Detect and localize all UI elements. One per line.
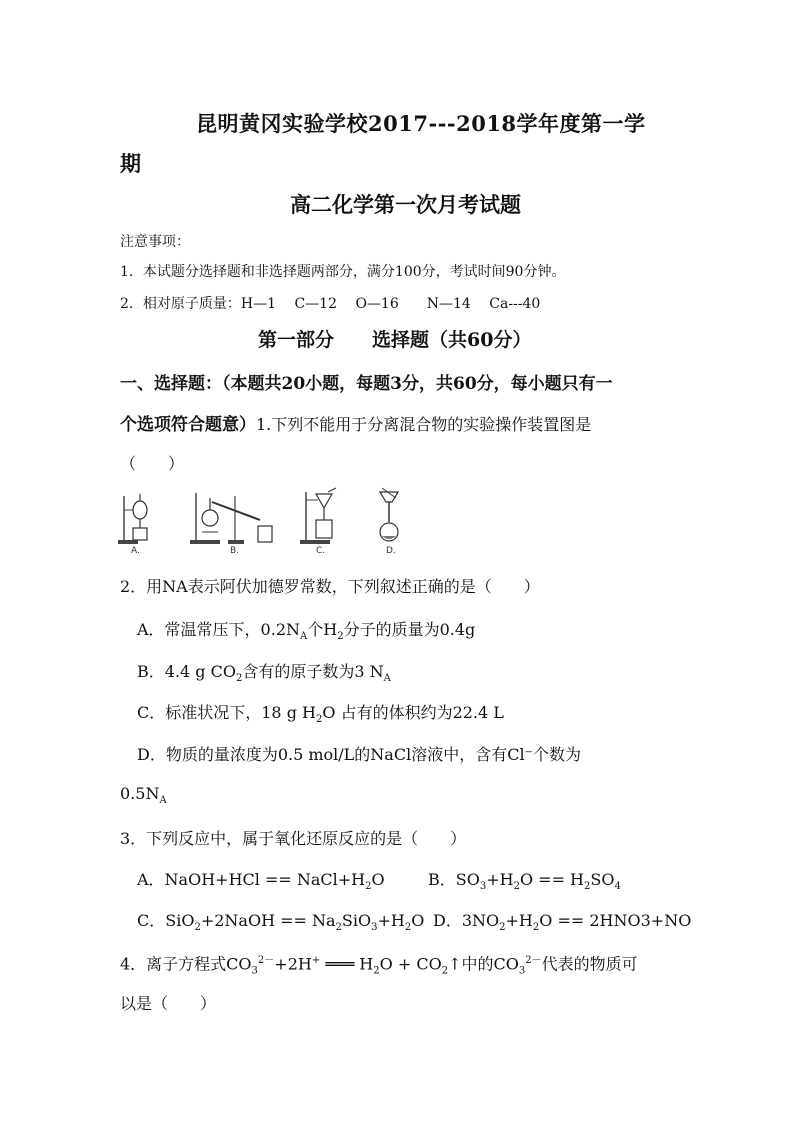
q2-option-d-sub: A	[159, 795, 167, 807]
q1-figure-a-label: A.	[131, 546, 140, 556]
q3-option-d-sub2: 2	[532, 922, 540, 934]
q2-option-d-line1: D．物质的量浓度为0.5 mol/L的NaCl溶液中，含有Cl⁻个数为	[137, 745, 582, 764]
part1-heading: 第一部分 选择题（共60分）	[258, 329, 532, 351]
q3-option-c-mid2: SiO	[341, 911, 372, 930]
notes-heading: 注意事项：	[120, 234, 190, 250]
q3-option-d	[433, 908, 691, 933]
q1-figure-a	[118, 488, 158, 548]
q4-mid1: +2H	[274, 954, 312, 974]
q1-figure-b	[190, 488, 280, 548]
q3-option-d-mid: +H	[505, 911, 533, 930]
q3-option-b	[428, 867, 621, 892]
q4-sup2: +	[311, 955, 321, 966]
q3-option-d-text: D．3NO	[433, 911, 500, 930]
q2-option-a	[137, 617, 475, 642]
q4-line1	[120, 951, 638, 977]
q1-figure-d	[372, 486, 406, 546]
q1-text: 1.下列不能用于分离混合物的实验操作装置图是	[256, 415, 592, 434]
q3-option-b-mid: +H	[486, 870, 514, 889]
q4-sup3: 2－	[525, 955, 542, 966]
q4-sub4: 3	[518, 965, 526, 977]
q3-option-a	[137, 867, 385, 892]
q4-pre: 4．离子方程式CO	[120, 954, 252, 974]
q1-paren: （ ）	[120, 454, 185, 473]
section1-intro-line2	[120, 410, 591, 435]
q3-option-a-sub: 2	[365, 881, 372, 893]
q3-option-b-mid2: O == H	[519, 870, 585, 889]
q2-option-b-pre: B．4.4 g CO	[137, 662, 236, 681]
q2-option-c-sub: 2	[315, 714, 323, 726]
q3-option-a-text: A．NaOH+HCl == NaCl+H	[137, 870, 366, 889]
section1-intro-line1: 一、选择题：（本题共20小题，每题3分，共60分，每小题只有一	[120, 374, 613, 394]
q1-figure-d-label: D.	[386, 546, 396, 556]
q2-option-d-pre: 0.5N	[120, 784, 160, 803]
q2-option-a-sub2: 2	[337, 631, 344, 643]
q2-option-b-mid: 含有的原子数为3 N	[242, 662, 384, 681]
q1-figure-c-label: C.	[316, 546, 326, 556]
q3-option-b-text: B．SO	[428, 870, 480, 889]
q3-option-d-sub: 2	[499, 922, 506, 934]
exam-subtitle: 高二化学第一次月考试题	[290, 192, 521, 217]
q4-mid3: O + CO	[379, 954, 442, 974]
q1-figure-b-label: B.	[230, 546, 240, 556]
q3-option-c-sub4: 2	[404, 922, 412, 934]
q3-option-c-text: C．SiO	[137, 911, 195, 930]
q3-option-b-sub4: 4	[614, 881, 621, 893]
q4-sup1: 2－	[257, 955, 275, 966]
q2-option-c	[137, 700, 504, 725]
q3-option-c-sub2: 2	[335, 922, 342, 934]
q2-stem: 2．用NA表示阿伏加德罗常数，下列叙述正确的是（ ）	[120, 577, 540, 596]
q2-option-c-pre: C．标准状况下，18 g H	[137, 703, 316, 722]
exam-title-line2: 期	[120, 151, 142, 176]
exam-title-line1: 昆明黄冈实验学校2017---2018学年度第一学	[196, 111, 646, 136]
q2-option-a-mid: 个H	[307, 620, 338, 639]
q2-option-b-sub: 2	[235, 673, 243, 685]
q3-option-b-sub: 3	[479, 881, 487, 893]
q1-figure-c	[298, 486, 340, 548]
notes-item-2: 2．相对原子质量：H—1 C—12 O—16 N—14 Ca---40	[120, 296, 541, 312]
notes-item-1: 1．本试题分选择题和非选择题两部分，满分100分，考试时间90分钟。	[120, 264, 566, 280]
q2-option-d-line2	[120, 784, 167, 806]
q3-option-d-end: O == 2HNO3+NO	[539, 911, 692, 930]
q3-option-c-mid3: +H	[377, 911, 405, 930]
q3-option-a-end: O	[371, 870, 385, 889]
q2-option-c-post: O 占有的体积约为22.4 L	[322, 703, 504, 722]
q3-option-c	[137, 908, 424, 933]
q2-option-a-sub: A	[300, 631, 308, 643]
q3-option-c-mid: +2NaOH == Na	[200, 911, 336, 930]
q2-option-a-post: 分子的质量为0.4g	[343, 620, 476, 639]
q2-option-b	[137, 659, 391, 684]
q3-option-c-sub: 2	[194, 922, 201, 934]
q4-mid4: ↑中的CO	[448, 954, 519, 974]
q4-end: 代表的物质可	[541, 954, 638, 974]
q4-sub3: 2	[441, 965, 449, 977]
q4-mid2: ═══ H	[320, 954, 374, 974]
q3-option-c-sub3: 3	[371, 922, 378, 934]
q3-option-c-end: O	[411, 911, 425, 930]
q3-option-b-sub2: 2	[513, 881, 520, 893]
q3-option-b-sub3: 2	[584, 881, 591, 893]
section1-intro-bold: 个选项符合题意）	[120, 415, 256, 435]
q4-sub1: 3	[251, 965, 258, 977]
q3-option-b-mid3: SO	[590, 870, 615, 889]
q2-option-a-pre: A．常温常压下，0.2N	[137, 620, 301, 639]
q3-stem: 3．下列反应中，属于氧化还原反应的是（ ）	[120, 829, 467, 848]
q4-sub2: 2	[373, 965, 380, 977]
q4-line2: 以是（ ）	[120, 994, 217, 1013]
q2-option-b-sub2: A	[383, 673, 391, 685]
